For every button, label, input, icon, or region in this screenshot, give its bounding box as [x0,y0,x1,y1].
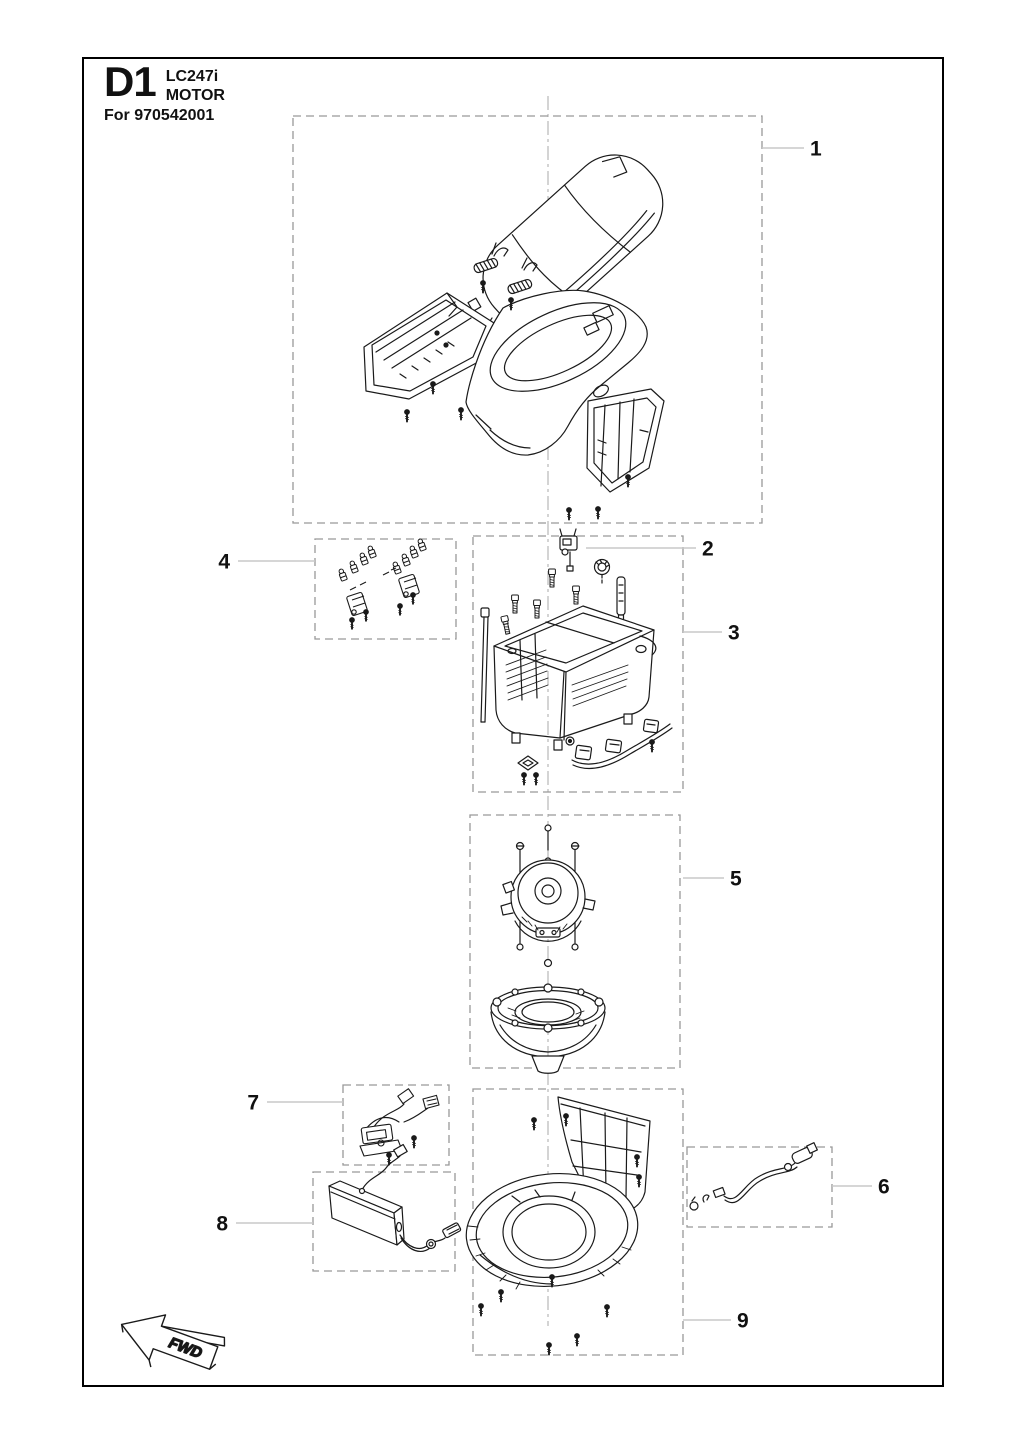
applies-to-line: For 970542001 [104,107,215,125]
part-cable-assembly [690,1143,817,1210]
fwd-label: FWD [166,1334,205,1363]
part-power-unit [329,1145,461,1252]
part-contact-kit [338,538,427,629]
diagram-code: D1 [104,58,156,105]
part-clamp-and-screws [518,756,538,785]
part-rod [481,608,489,722]
callout-1: 1 [810,137,822,161]
callout-6: 6 [878,1175,890,1199]
callout-7: 7 [247,1091,259,1115]
callout-9: 9 [737,1309,749,1333]
part-battery-box [494,606,656,750]
section-name: MOTOR [165,87,225,105]
fwd-direction-marker [111,1302,227,1388]
callout-4: 4 [218,550,230,574]
callout-3: 3 [728,621,740,645]
part-electric-motor [501,860,595,941]
callout-8: 8 [216,1212,228,1236]
part-contact-switch [560,529,577,571]
part-wiring-harness [566,719,672,768]
callout-2: 2 [702,537,714,561]
part-cap [595,560,610,586]
group-box-6-cable [687,1147,832,1227]
group-box-4-contact-kit [315,539,456,639]
model-name: LC247i [165,68,219,85]
part-motor-mount-bowl [491,984,605,1073]
callout-5: 5 [730,867,742,891]
part-long-stud [617,577,625,621]
part-chassis [461,1097,650,1295]
